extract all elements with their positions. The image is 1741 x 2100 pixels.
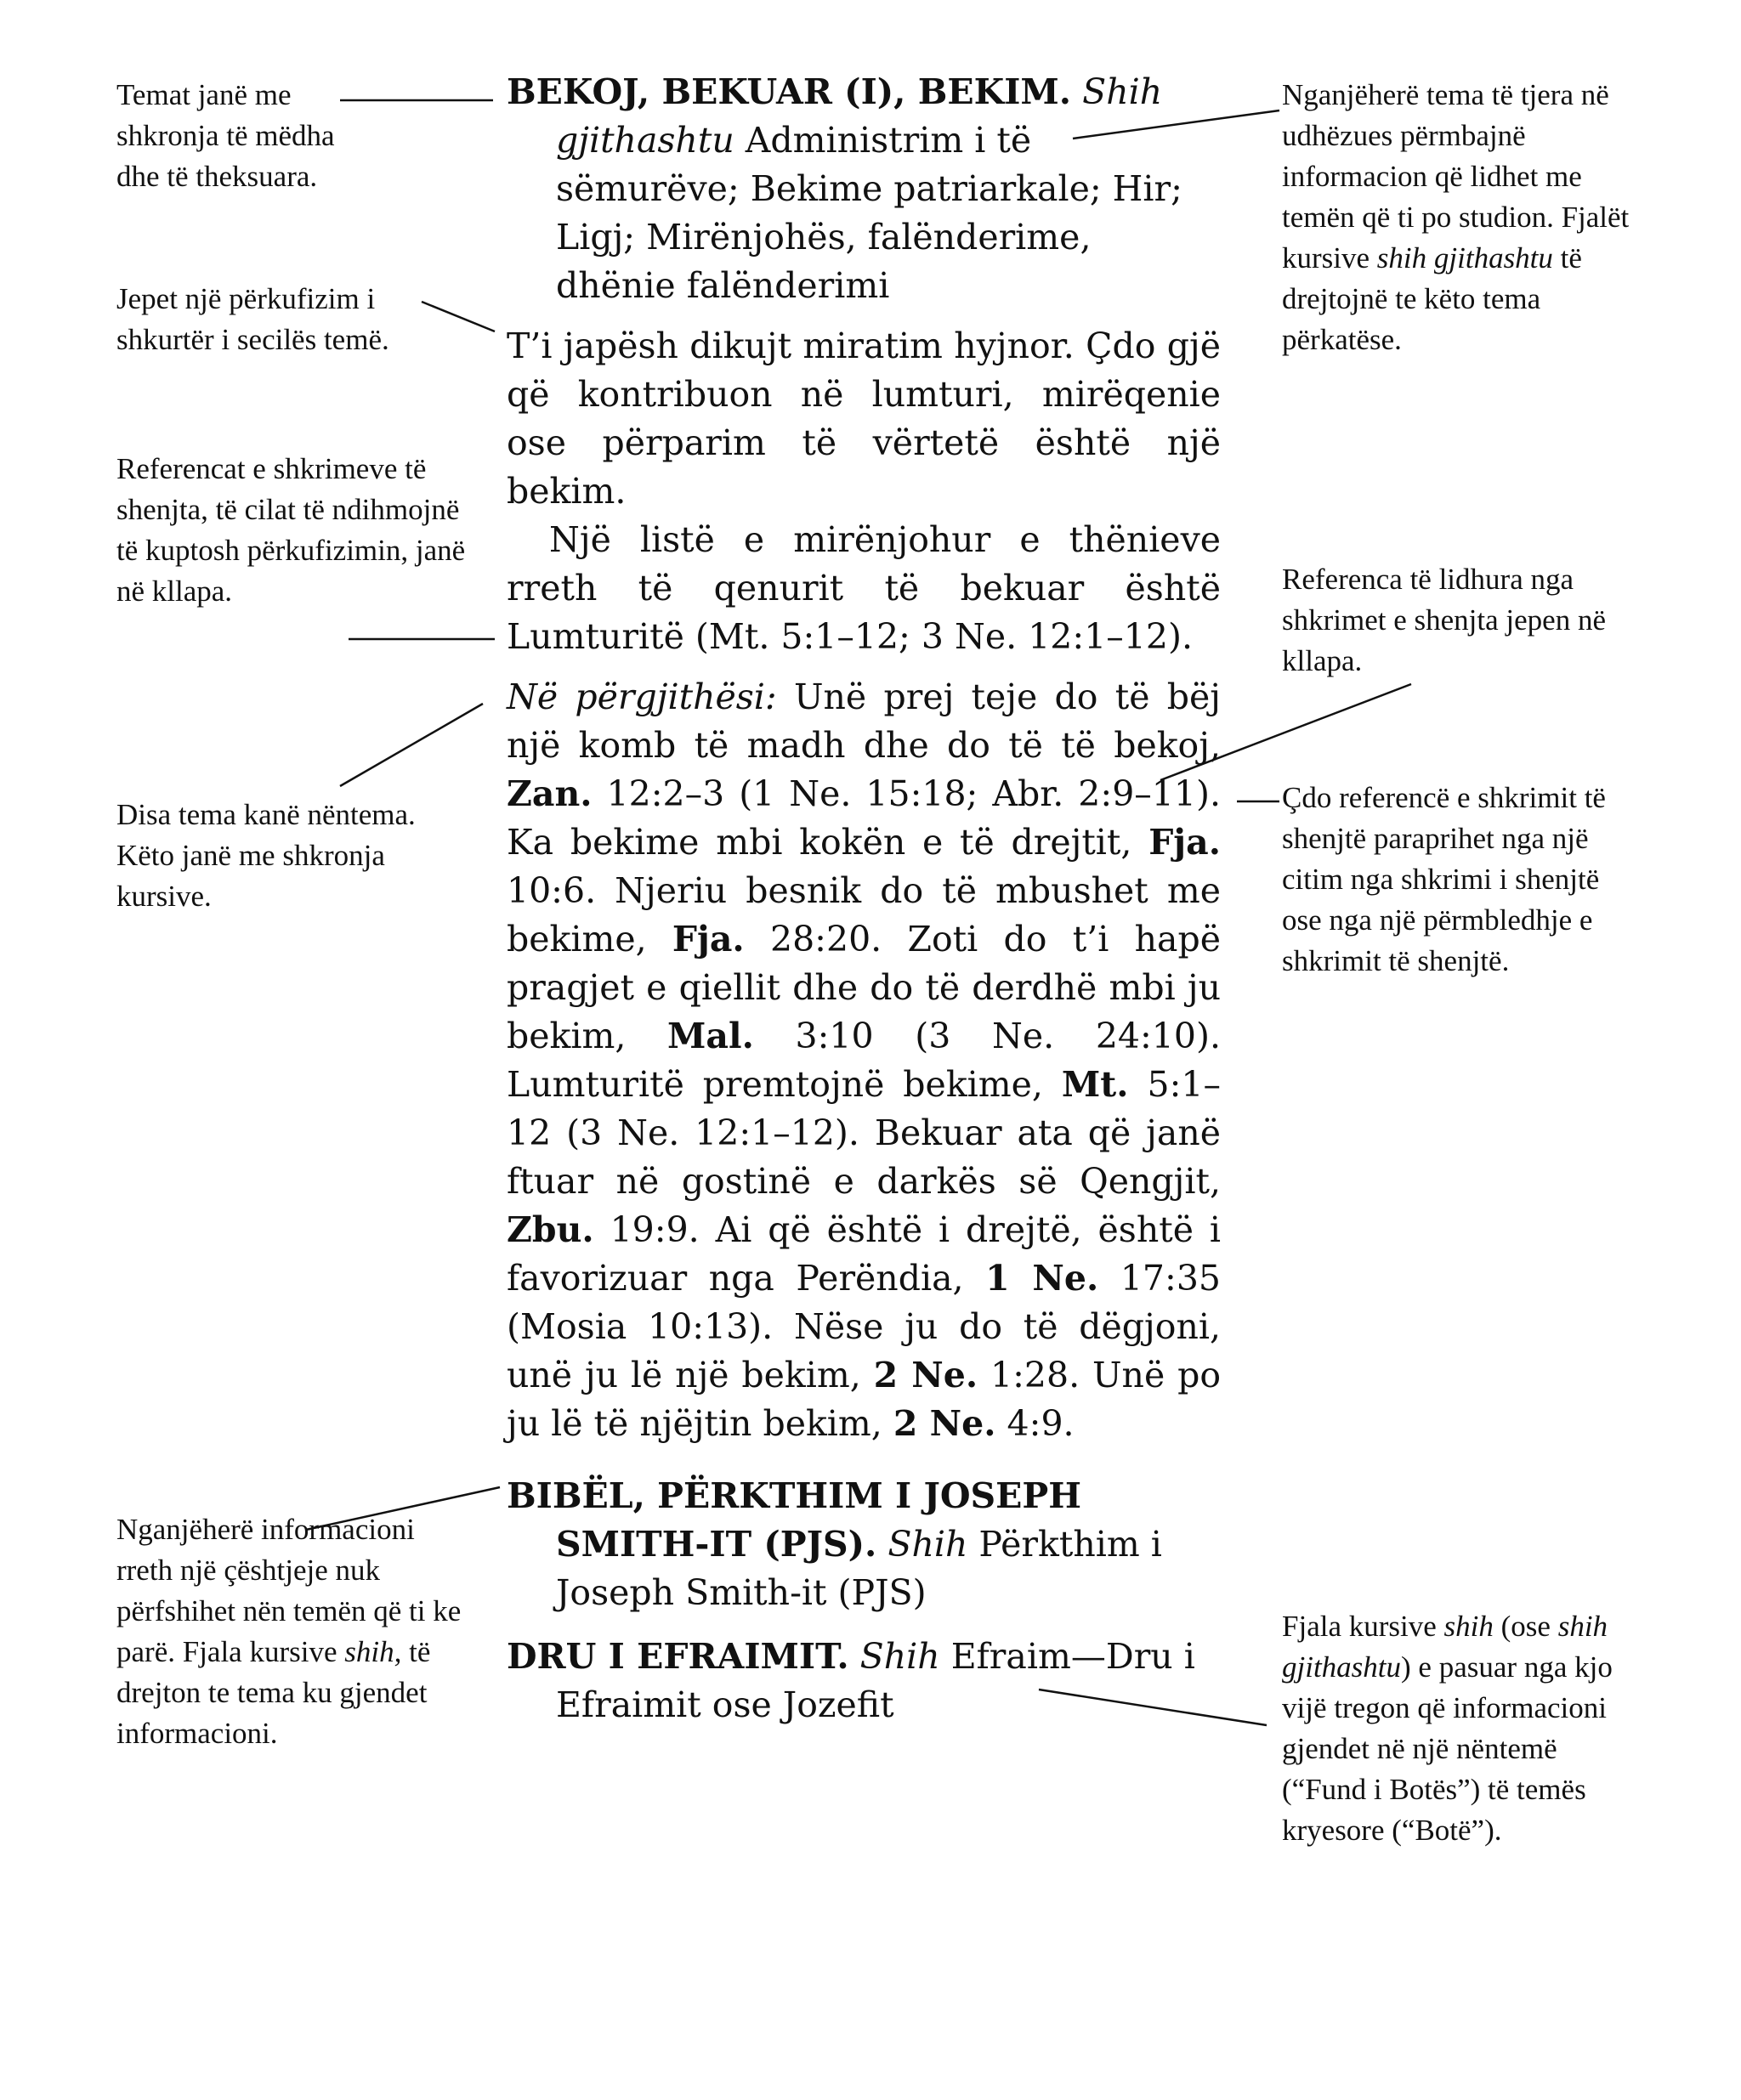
scripture-summary: Unë prej teje do të bëj një komb të madh dhe do të të bekoj, xyxy=(507,676,1221,766)
note-subtopics xyxy=(116,795,474,917)
scripture-summary: 10:6. Njeriu besnik do të mbushet me bekime, xyxy=(507,870,1221,959)
note-dash-p1: Fjala kursive xyxy=(1282,1610,1444,1643)
entry-title: BEKOJ, BEKUAR (I), BEKIM. xyxy=(507,71,1072,112)
note-see-topic-part1: Nganjëherë informacioni rreth një çështjeje nuk përfshihet nën temën që ti ke parë. Fjala kursive xyxy=(116,1513,462,1668)
note-dash xyxy=(1282,1606,1647,1851)
scripture-ref: 2 Ne. xyxy=(873,1355,978,1395)
note-bracketed-refs-text: Referencat e shkrimeve të shenjta, të cilat të ndihmojnë të kuptosh përkufizimin, janë në kllapa. xyxy=(116,452,466,608)
note-see-also xyxy=(1282,75,1656,360)
note-related-refs-text: Referenca të lidhura nga shkrimet e shenjta jepen në kllapa. xyxy=(1282,563,1606,677)
entry-heading-blessing xyxy=(507,68,1221,310)
scripture-summary: 3:10 (3 Ne. 24:10). Lumturitë premtojnë bekime, xyxy=(507,1016,1221,1105)
note-subtopics-text: Disa tema kanë nëntema. Këto janë me shkronja kursive. xyxy=(116,798,416,913)
entry-heading-bible-jst xyxy=(507,1472,1221,1617)
entry-heading-stick-of-ephraim xyxy=(507,1633,1221,1729)
note-headings xyxy=(116,75,337,197)
note-bracketed-refs xyxy=(116,449,474,612)
note-each-ref-text: Çdo referencë e shkrimit të shenjtë paraprihet nga një citim nga shkrimi i shenjtë ose nga një përmbledhje e shkrimit të shenjtë. xyxy=(1282,781,1606,977)
subtopic-label: Në përgjithësi: xyxy=(507,676,777,717)
scripture-summary: 19:9. Ai që është i drejtë, është i favorizuar nga Perëndia, xyxy=(507,1209,1221,1299)
definition2-text: Një listë e mirënjohur e thënieve rreth të qenurit të bekuar është Lumturitë (Mt. 5:1–12; 3 Ne. 12:1–12). xyxy=(507,519,1221,657)
entry-definition-beatitudes xyxy=(507,516,1221,661)
entry2-title: BIBËL, PËRKTHIM I JOSEPH SMITH-IT (PJS). xyxy=(507,1475,1081,1565)
note-see-also-italic: shih gjithashtu xyxy=(1376,241,1553,275)
note-definition-text: Jepet një përkufizim i shkurtër i secilës temë. xyxy=(116,282,389,356)
note-each-ref xyxy=(1282,778,1613,982)
callout-line-subtopics xyxy=(340,704,483,786)
see-also-label: Shih gjithashtu xyxy=(556,71,1163,161)
note-dash-i2: shih gjithashtu xyxy=(1282,1610,1608,1684)
scripture-summary: 1:28. Unë po ju lë të njëjtin bekim, xyxy=(507,1355,1222,1444)
see-also-topics: Administrim i të sëmurëve; Bekime patriarkale; Hir; Ligj; Mirënjohës, falënderime, dhënie falënderimi xyxy=(556,120,1182,306)
note-see-topic-part2: të drejton te tema ku gjendet informacioni. xyxy=(116,1635,431,1750)
scripture-ref: Zbu. xyxy=(507,1209,594,1250)
scripture-summary: 5:1–12 (3 Ne. 12:1–12). Bekuar ata që janë ftuar në gostinë e darkës së Qengjit, xyxy=(507,1064,1221,1202)
note-dash-p2: (ose xyxy=(1493,1610,1558,1643)
see-target: Efraim—Dru i Efraimit ose Jozefit xyxy=(556,1636,1195,1725)
see-label: Shih xyxy=(859,1636,940,1677)
scripture-summary: 12:2–3 (1 Ne. 15:18; Abr. 2:9–11). Ka bekime mbi kokën e të drejtit, xyxy=(507,773,1221,863)
definition-text: T’i japësh dikujt miratim hyjnor. Çdo gjë që kontribuon në lumturi, mirëqenie ose përparim të vërtetë është një bekim. xyxy=(507,325,1221,512)
scripture-ref: Fja. xyxy=(672,919,745,959)
dictionary-column xyxy=(507,68,1221,1729)
entry-definition xyxy=(507,322,1221,516)
scripture-ref: Mal. xyxy=(667,1016,754,1056)
note-definition xyxy=(116,279,422,360)
scripture-summary: 17:35 (Mosia 10:13). Nëse ju do të dëgjoni, unë ju lë një bekim, xyxy=(507,1258,1221,1395)
scripture-summary: 28:20. Zoti do t’i hapë pragjet e qiellit dhe do të derdhë mbi ju bekim, xyxy=(507,919,1221,1056)
scripture-ref: 2 Ne. xyxy=(893,1403,996,1444)
note-dash-i1: shih xyxy=(1443,1610,1494,1643)
scripture-ref: 1 Ne. xyxy=(985,1258,1099,1299)
scripture-ref: Zan. xyxy=(507,773,593,814)
note-see-also-part1: Nganjëherë tema të tjera në udhëzues përmbajnë informacion që lidhet me temën që ti po studion. Fjalët kursive xyxy=(1282,78,1630,275)
scripture-summary: 4:9. xyxy=(995,1403,1075,1444)
callout-line-definition xyxy=(422,302,495,331)
entry-subtopic xyxy=(507,673,1221,1448)
note-see-topic xyxy=(116,1509,474,1754)
see-target: Përkthim i Joseph Smith-it (PJS) xyxy=(556,1524,1162,1613)
scripture-ref: Mt. xyxy=(1061,1064,1129,1105)
note-headings-text: Temat janë me shkronja të mëdha dhe të theksuara. xyxy=(116,78,335,193)
scripture-ref: Fja. xyxy=(1148,822,1221,863)
note-related-refs xyxy=(1282,559,1639,682)
see-label: Shih xyxy=(888,1524,968,1565)
note-see-topic-italic: shih, xyxy=(344,1635,402,1668)
note-see-also-part2: të drejtojnë te këto tema përkatëse. xyxy=(1282,241,1582,356)
entry3-title: DRU I EFRAIMIT. xyxy=(507,1636,849,1677)
note-dash-p3: ) e pasuar nga kjo vijë tregon që informacioni gjendet në një nëntemë (“Fund i Botës”) të temës kryesore (“Botë”). xyxy=(1282,1650,1613,1847)
